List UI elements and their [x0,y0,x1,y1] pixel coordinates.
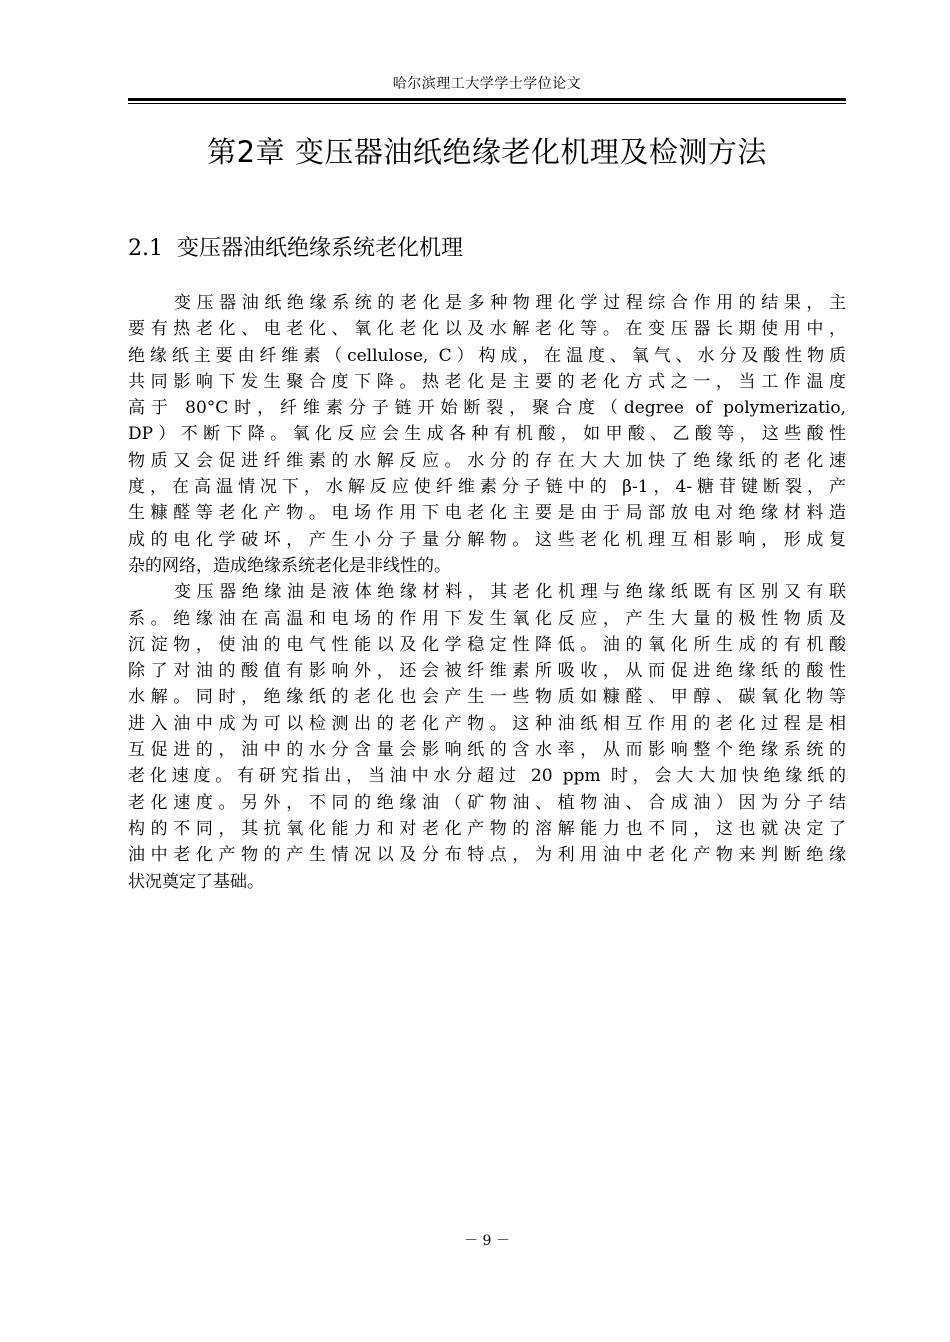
text-line: 要有热老化、电老化、氧化老化以及水解老化等。在变压器长期使用中， [128,319,846,340]
text-line: 变压器油纸绝缘系统的老化是多种物理化学过程综合作用的结果，主 [174,293,846,313]
text-line: 老化速度。另外，不同的绝缘油（矿物油、植物油、合成油）因为分子结 [128,792,846,813]
chapter-title: 第2章 变压器油纸绝缘老化机理及检测方法 [207,135,767,169]
text-line: 互促进的，油中的水分含量会影响纸的含水率，从而影响整个绝缘系统的 [128,740,846,761]
running-header: 哈尔滨理工大学学士学位论文 [392,76,582,92]
section-title-text: 变压器油纸绝缘系统老化机理 [177,236,464,261]
header-rule-thin [128,103,846,104]
text-line: 水解。同时，绝缘纸的老化也会产生一些物质如糠醛、甲醇、碳氧化物等 [128,687,846,708]
text-line: 老化速度。有研究指出，当油中水分超过 20 ppm 时，会大大加快绝缘纸的 [128,766,846,787]
text-line: DP）不断下降。氧化反应会生成各种有机酸，如甲酸、乙酸等，这些酸性 [128,424,846,445]
text-line: 物质又会促进纤维素的水解反应。水分的存在大大加快了绝缘纸的老化速 [128,450,846,471]
text-line: 油中老化产物的产生情况以及分布特点，为利用油中老化产物来判断绝缘 [128,845,846,866]
text-line: 生糠醛等老化产物。电场作用下电老化主要是由于局部放电对绝缘材料造 [128,503,846,524]
text-line: 共同影响下发生聚合度下降。热老化是主要的老化方式之一，当工作温度 [128,371,846,392]
section-number: 2.1 [128,236,163,261]
text-line: 系。绝缘油在高温和电场的作用下发生氧化反应，产生大量的极性物质及 [128,608,846,629]
text-line: 沉淀物，使油的电气性能以及化学稳定性降低。油的氧化所生成的有机酸 [128,634,846,655]
text-line: 成的电化学破坏，产生小分子量分解物。这些老化机理互相影响，形成复 [128,529,846,550]
text-line: 度，在高温情况下，水解反应使纤维素分子链中的 β-1，4-糖苷键断裂，产 [128,477,846,498]
section-heading [128,232,846,266]
text-line: 绝缘纸主要由纤维素（cellulose, C）构成，在温度、氧气、水分及酸性物质 [128,345,846,366]
header-rule-thick [128,98,846,101]
text-line: 状况奠定了基础。 [128,871,264,892]
text-line: 杂的网络，造成绝缘系统老化是非线性的。 [128,555,451,576]
paragraph-insulating-oil [128,579,846,895]
body-text [128,290,846,895]
text-line: 高于 80°C时，纤维素分子链开始断裂，聚合度（degree of polymerizatio, [128,398,846,419]
text-line: 变压器绝缘油是液体绝缘材料，其老化机理与绝缘纸既有区别又有联 [174,582,846,603]
text-line: 除了对油的酸值有影响外，还会被纤维素所吸收，从而促进绝缘纸的酸性 [128,661,846,682]
page-number: － 9 － [464,1233,510,1249]
paragraph-aging-mechanism [128,290,846,579]
text-line: 进入油中成为可以检测出的老化产物。这种油纸相互作用的老化过程是相 [128,713,846,734]
text-line: 构的不同，其抗氧化能力和对老化产物的溶解能力也不同，这也就决定了 [128,818,846,839]
